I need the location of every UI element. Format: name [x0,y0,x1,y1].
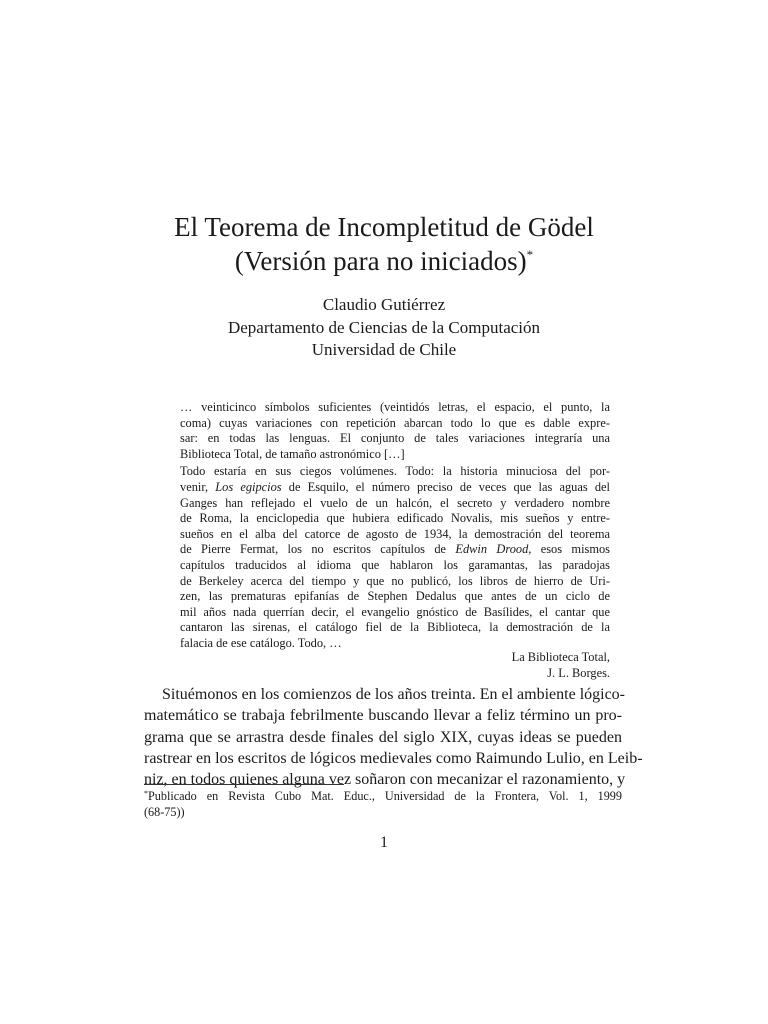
epigraph-italic-title: Los egipcios [215,479,282,494]
epigraph-line: sar: en todas las lenguas. El conjunto de tales variaciones integraría una [180,431,610,446]
epigraph-text: de Esquilo, el número preciso de veces que las aguas del [281,479,610,494]
author-university: Universidad de Chile [311,340,457,359]
epigraph-line: Ganges han reflejado el vuelo de un halcón, el secreto y verdadero nombre [180,495,610,510]
title-line-1: El Teorema de Incompletitud de Gödel [174,212,594,242]
epigraph-line: cantaron las sirenas, el catálogo fiel de la Biblioteca, la demostración de la [180,620,610,635]
title-line-2 [0,244,768,278]
body-paragraph [144,684,643,790]
epigraph-line: coma) cuyas variaciones con repetición abarcan todo lo que es dable expre- [180,415,610,430]
page-number: 1 [380,834,388,851]
footnote-line [144,788,622,804]
body-line: rastrear en los escritos de lógicos medievales como Raimundo Lulio, en Leib- [144,749,643,767]
footnote-text: Publicado en Revista Cubo Mat. Educ., Universidad de la Frontera, Vol. 1, 1999 [148,789,622,803]
epigraph-line: capítulos traducidos al idioma que hablaron los garamantas, las paradojas [180,557,610,572]
epigraph-line: mil años nada querrían decir, el evangelio gnóstico de Basílides, el cantar que [180,604,610,619]
author-department: Departamento de Ciencias de la Computación [227,317,541,337]
footnote [144,788,622,820]
footnote-line: (68-75)) [144,805,185,819]
footnote-rule [144,784,344,785]
footnote-mark: * [144,789,148,798]
epigraph-line: Todo estaría en sus ciegos volúmenes. Todo: la historia minuciosa del por- [180,464,610,479]
epigraph-line: de Roma, la enciclopedia que hubiera edificado Novalis, mis sueños y entre- [180,511,610,526]
epigraph-attribution [512,650,610,681]
body-line: niz, en todos quienes alguna vez soñaron con mecanizar el razonamiento, y [144,771,626,789]
epigraph-line: Biblioteca Total, de tamaño astronómico […] [180,446,405,461]
author-block [0,294,768,362]
epigraph-line [180,542,610,558]
title-footnote-mark: * [526,247,534,262]
epigraph-line: falacia de ese catálogo. Todo, … [180,635,342,650]
epigraph-line: de Berkeley acerca del tiempo y que no publicó, los libros de hierro de Uri- [180,573,610,588]
body-line: grama que se arrastra desde finales del siglo XIX, cuyas ideas se pueden [144,728,622,746]
epigraph [180,400,610,652]
author-name: Claudio Gutiérrez [322,295,446,314]
epigraph-line [180,480,610,496]
epigraph-paragraph-2 [180,464,610,651]
epigraph-line: sueños en el alba del catorce de agosto de 1934, la demostración del teorema [180,526,610,541]
body-line: matemático se trabaja febrilmente buscando llevar a feliz término un pro- [144,707,622,725]
epigraph-italic-title: Edwin Drood [455,542,529,557]
epigraph-line: … veinticinco símbolos suficientes (veintidós letras, el espacio, el punto, la [180,400,610,414]
epigraph-text: venir, [180,479,216,494]
epigraph-text: , esos mismos [528,542,610,557]
paper-title [0,210,768,278]
attribution-author: J. L. Borges. [547,665,610,680]
attribution-source: La Biblioteca Total, [511,650,610,664]
epigraph-paragraph-1 [180,400,610,462]
epigraph-text: de Pierre Fermat, los no escritos capítulos de [180,542,456,557]
title-subtitle: (Versión para no iniciados) [234,246,527,276]
epigraph-line: zen, las prematuras epifanías de Stephen Dedalus que antes de un ciclo de [180,589,610,604]
body-line: Situémonos en los comienzos de los años treinta. En el ambiente lógico- [162,686,626,703]
